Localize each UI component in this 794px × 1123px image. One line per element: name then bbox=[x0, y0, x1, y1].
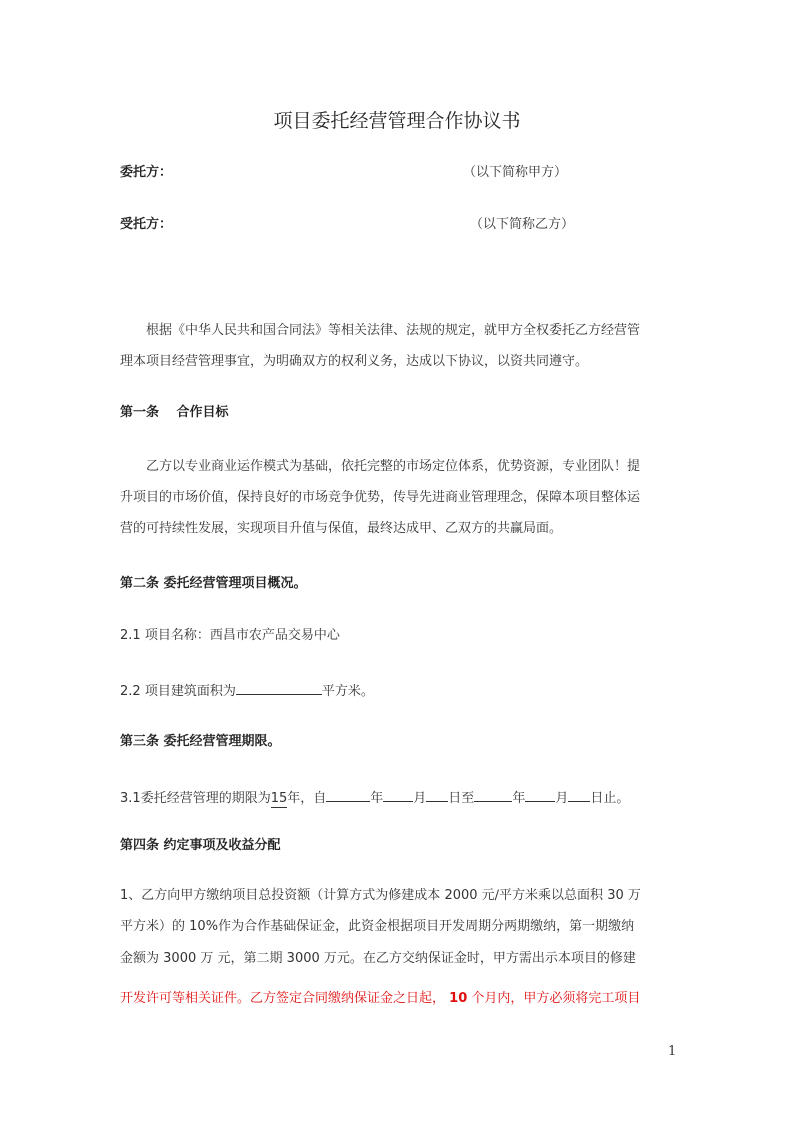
start-year-blank[interactable] bbox=[326, 788, 370, 802]
number: 10 bbox=[449, 991, 468, 1006]
end-day-blank[interactable] bbox=[568, 788, 590, 802]
number: 30 bbox=[607, 888, 624, 903]
term-text: 委托经营管理的期限为 bbox=[140, 791, 271, 806]
text: 元/平方米乘以总面积 bbox=[481, 888, 604, 903]
article1-line: 升项目的市场价值，保持良好的市场竞争优势，传导先进商业管理理念，保障本项目整体运 bbox=[120, 490, 641, 505]
term-text: 年 bbox=[370, 791, 384, 806]
number: 3000 bbox=[286, 951, 320, 966]
client-note: （以下简称甲方） bbox=[463, 165, 568, 180]
text: 万 bbox=[627, 888, 641, 903]
term-text: 月 bbox=[555, 791, 569, 806]
client-label: 委托方： bbox=[120, 165, 173, 180]
agent-note: （以下简称乙方） bbox=[470, 217, 575, 232]
article4-heading: 第四条 约定事项及收益分配 bbox=[120, 838, 281, 853]
term-text: 月 bbox=[413, 791, 427, 806]
article2-item2 bbox=[120, 681, 374, 700]
start-month-blank[interactable] bbox=[383, 788, 413, 802]
agent-label: 受托方： bbox=[120, 217, 173, 232]
article4-line bbox=[120, 919, 634, 935]
area-blank[interactable] bbox=[236, 681, 322, 695]
page-number: 1 bbox=[668, 1044, 677, 1059]
text: 金额为 bbox=[120, 951, 160, 966]
article2-item1 bbox=[120, 628, 340, 644]
text: 开发许可等相关证件。乙方签定合同缴纳保证金之日起， bbox=[120, 991, 446, 1006]
text: 万 元，第二期 bbox=[200, 951, 283, 966]
term-text: 年 bbox=[512, 791, 526, 806]
clause-number: 1、 bbox=[120, 888, 142, 903]
preamble-line: 根据《中华人民共和国合同法》等相关法律、法规的规定，就甲方全权委托乙方经营管 bbox=[146, 323, 641, 338]
document-title: 项目委托经营管理合作协议书 bbox=[273, 110, 521, 132]
end-month-blank[interactable] bbox=[525, 788, 555, 802]
item-unit: 平方米。 bbox=[321, 684, 374, 699]
preamble-line: 理本项目经营管理事宜，为明确双方的权利义务，达成以下协议，以资共同遵守。 bbox=[120, 354, 589, 369]
text: 作为合作基础保证金，此资金根据项目开发周期分两期缴纳，第一期缴纳 bbox=[218, 919, 635, 934]
term-text: 日至 bbox=[448, 791, 475, 806]
item-number: 2.2 bbox=[120, 684, 141, 699]
article4-line bbox=[120, 888, 641, 904]
article4-highlight-line bbox=[120, 991, 640, 1007]
text: 平方米）的 bbox=[120, 919, 186, 934]
text: 万元。在乙方交纳保证金时，甲方需出示本项目的修建 bbox=[323, 951, 636, 966]
article4-line bbox=[120, 951, 636, 967]
number: 2000 bbox=[444, 888, 478, 903]
item-text: 项目名称：西昌市农产品交易中心 bbox=[144, 628, 340, 643]
term-text: 年，自 bbox=[287, 791, 327, 806]
article3-heading: 第三条 委托经营管理期限。 bbox=[120, 734, 281, 749]
text: 个月内，甲方必须将完工项目 bbox=[471, 991, 641, 1006]
article1-line: 乙方以专业商业运作模式为基础，依托完整的市场定位体系，优势资源，专业团队！提 bbox=[146, 459, 641, 474]
item-number: 3.1 bbox=[120, 791, 141, 806]
start-day-blank[interactable] bbox=[426, 788, 448, 802]
term-text: 日止。 bbox=[590, 791, 630, 806]
item-number: 2.1 bbox=[120, 628, 141, 643]
end-year-blank[interactable] bbox=[474, 788, 512, 802]
term-years: 15 bbox=[270, 791, 288, 806]
text: 乙方向甲方缴纳项目总投资额（计算方式为修建成本 bbox=[141, 888, 441, 903]
number: 10% bbox=[189, 919, 219, 934]
item-text: 项目建筑面积为 bbox=[144, 684, 236, 699]
number: 3000 bbox=[163, 951, 197, 966]
article2-heading: 第二条 委托经营管理项目概况。 bbox=[120, 576, 307, 591]
article1-heading: 第一条 合作目标 bbox=[120, 405, 229, 420]
article3-item bbox=[120, 788, 629, 808]
article1-line: 营的可持续性发展，实现项目升值与保值，最终达成甲、乙双方的共赢局面。 bbox=[120, 521, 563, 536]
